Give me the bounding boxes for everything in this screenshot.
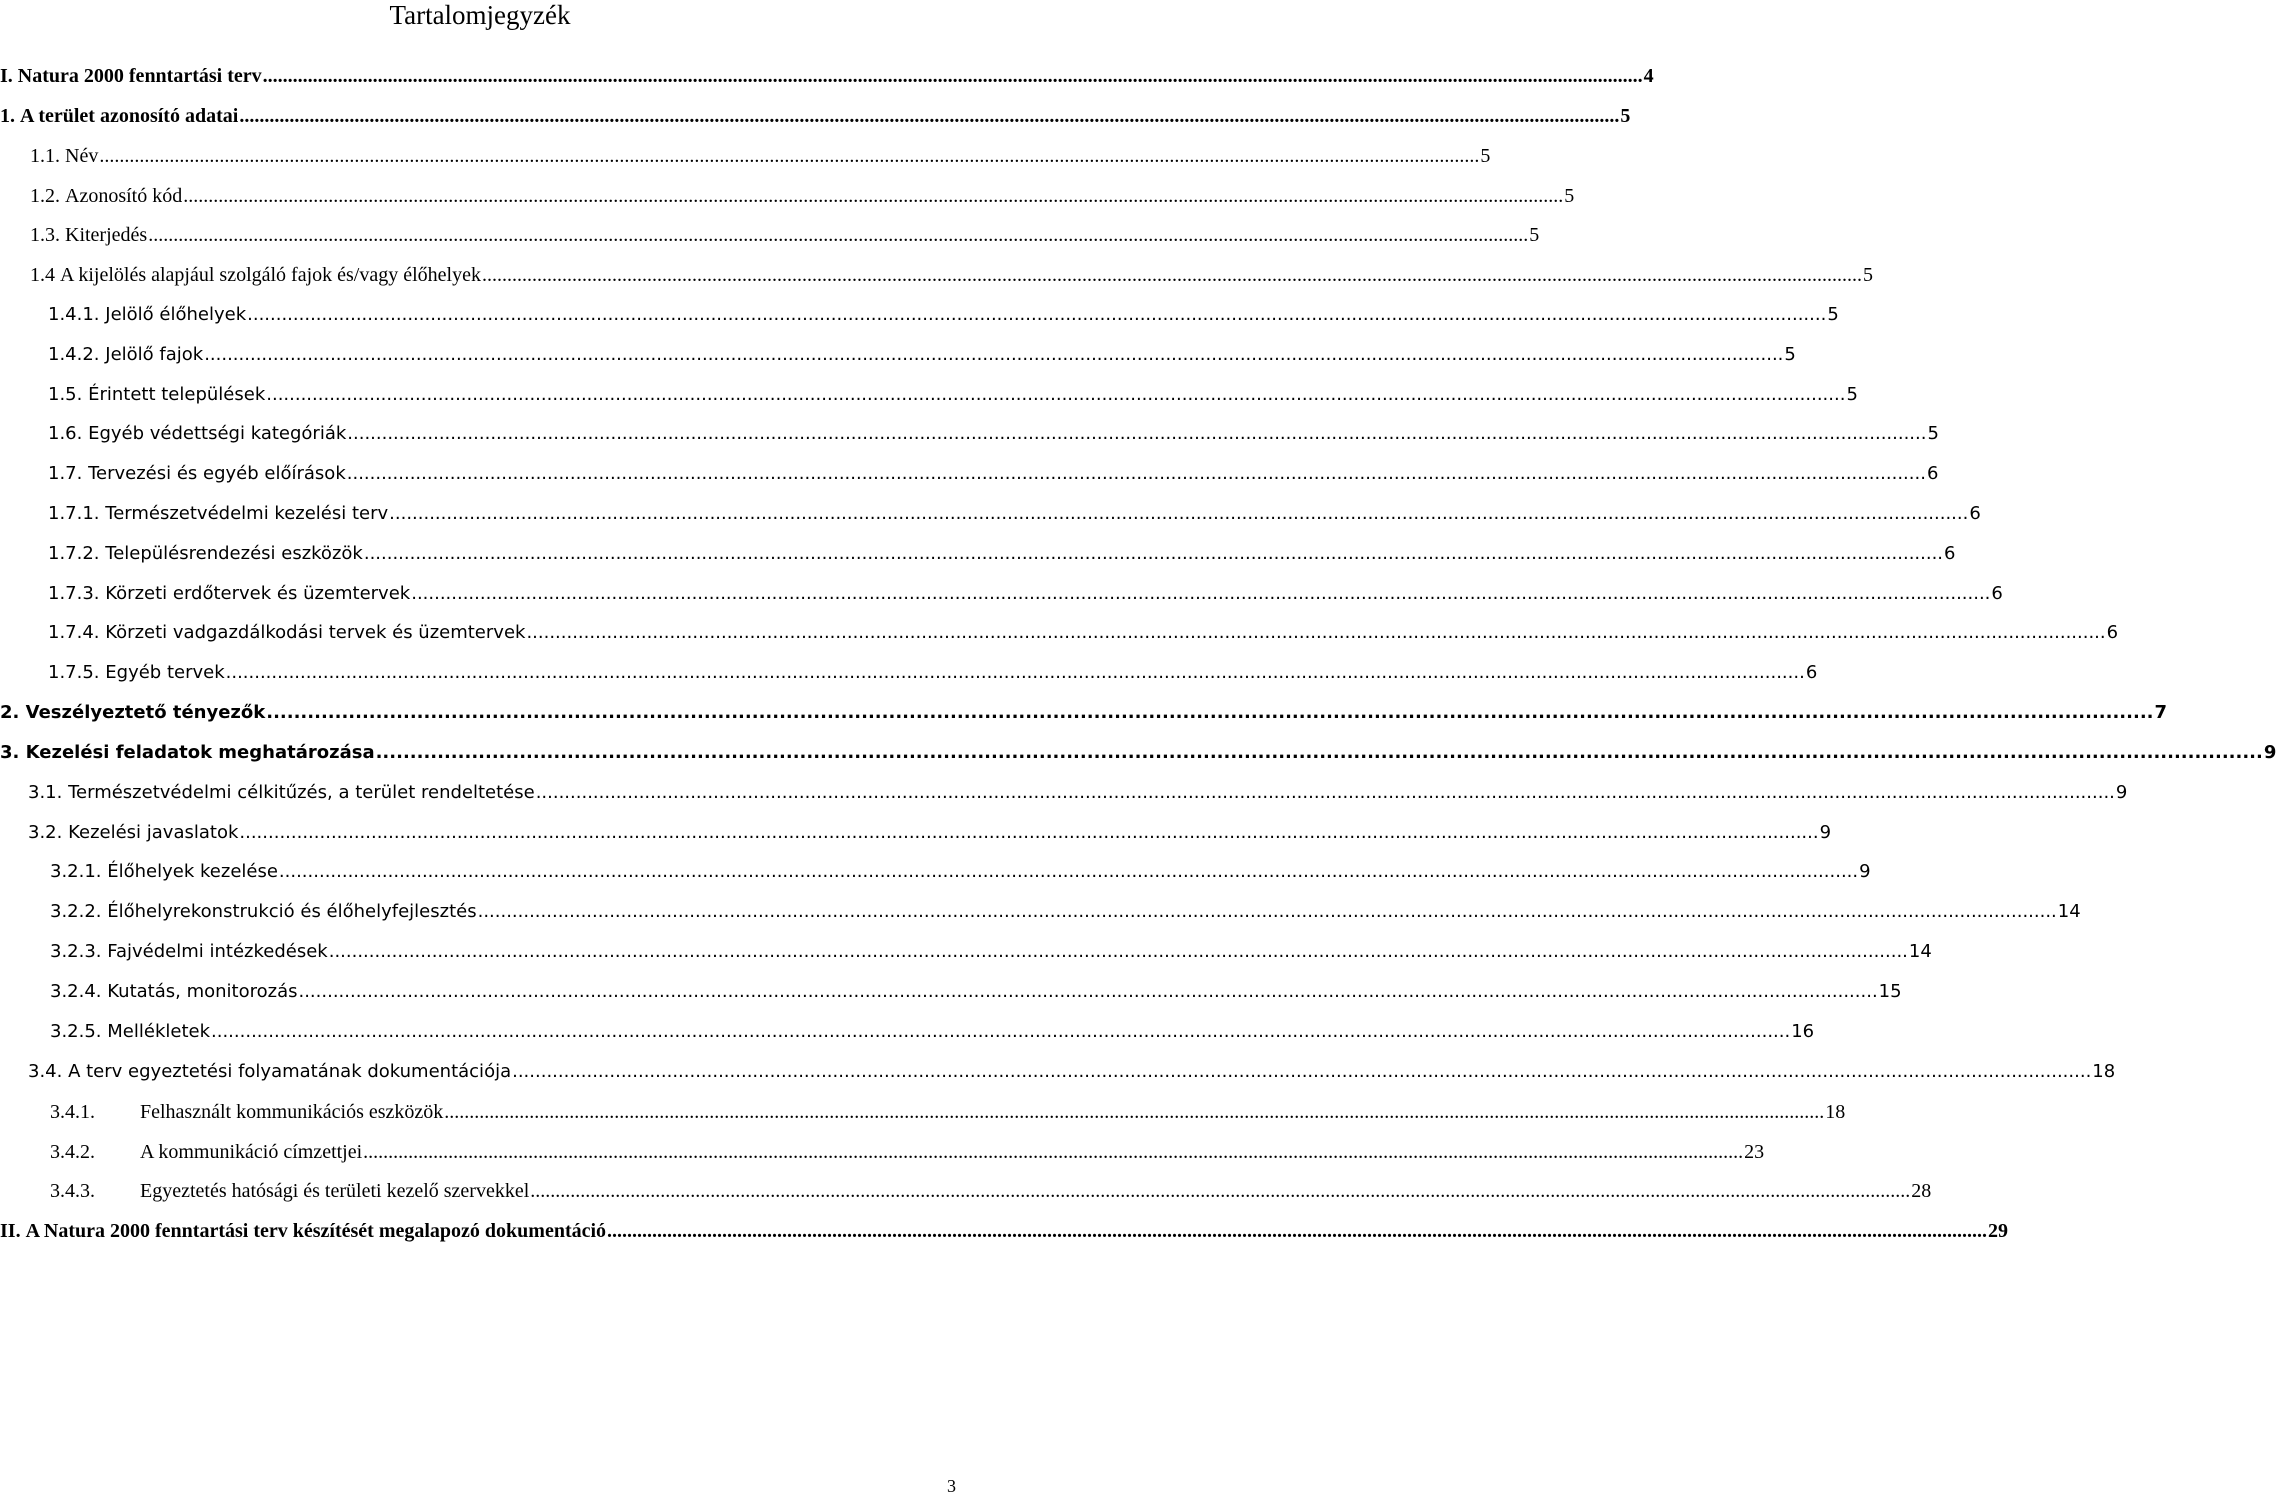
toc-entry-number: 1.: [0, 105, 15, 127]
toc-leader-dots: ....................................................................................................................................................................................................................................................................................: [482, 264, 1862, 286]
toc-entry[interactable]: [50, 977, 1902, 1007]
toc-entry-page: 5: [1927, 423, 1939, 444]
toc-entry-number: I.: [0, 65, 13, 87]
toc-leader-dots: ....................................................................................................................................................................................................................................................................................: [346, 463, 1926, 484]
toc-entry-number: 3.2.4.: [50, 981, 102, 1002]
toc-entry[interactable]: [48, 618, 2119, 648]
toc-entry-label: Tervezési és egyéb előírások: [88, 463, 346, 484]
toc-leader-dots: ....................................................................................................................................................................................................................................................................................: [526, 622, 2106, 643]
toc-leader-dots: ....................................................................................................................................................................................................................................................................................: [512, 1061, 2092, 1082]
toc-leader-dots: ....................................................................................................................................................................................................................................................................................: [328, 941, 1908, 962]
toc-entry-number: 3.4.1.: [50, 1101, 95, 1123]
toc-entry-number: 1.4.2.: [48, 344, 100, 365]
toc-entry-page: 18: [2092, 1061, 2116, 1082]
toc-leader-dots: ....................................................................................................................................................................................................................................................................................: [211, 1021, 1791, 1042]
toc-entry-label: A Natura 2000 fenntartási terv készítését megalapozó dokumentáció: [25, 1220, 607, 1242]
toc-entry[interactable]: [50, 1176, 1932, 1206]
toc-entry-number: 1.5.: [48, 384, 83, 405]
toc-leader-dots: ....................................................................................................................................................................................................................................................................................: [477, 901, 2057, 922]
toc-entry-label: Körzeti vadgazdálkodási tervek és üzemtervek: [105, 622, 526, 643]
toc-leader-dots: ....................................................................................................................................................................................................................................................................................: [266, 702, 2154, 723]
toc-entry[interactable]: [30, 141, 1491, 171]
toc-entry-page: 5: [1480, 145, 1491, 167]
toc-entry-number: 1.7.1.: [48, 503, 100, 524]
toc-entry-label: Településrendezési eszközök: [105, 543, 363, 564]
toc-entry-label: Mellékletek: [107, 1021, 211, 1042]
toc-entry-label: Veszélyeztető tényezők: [25, 702, 266, 723]
toc-leader-dots: ....................................................................................................................................................................................................................................................................................: [375, 742, 2263, 763]
toc-leader-dots: ....................................................................................................................................................................................................................................................................................: [278, 861, 1859, 882]
toc-entry-page: 9: [1819, 822, 1832, 843]
toc-entry-number: 1.7.3.: [48, 583, 100, 604]
toc-entry[interactable]: [28, 818, 1832, 848]
toc-entry-page: 23: [1744, 1141, 1765, 1163]
toc-entry-page: 14: [2057, 901, 2081, 922]
toc-entry[interactable]: [48, 300, 1839, 330]
toc-leader-dots: ....................................................................................................................................................................................................................................................................................: [607, 1220, 1988, 1242]
toc-leader-dots: ....................................................................................................................................................................................................................................................................................: [347, 423, 1927, 444]
page-title: Tartalomjegyzék: [389, 0, 571, 30]
toc-leader-dots: ....................................................................................................................................................................................................................................................................................: [247, 304, 1827, 325]
toc-entry-number: 3.: [0, 742, 20, 763]
toc-entry-number: 3.2.: [28, 822, 63, 843]
toc-entry-page: 6: [1991, 583, 2003, 604]
toc-entry-number: 1.7.4.: [48, 622, 100, 643]
toc-entry[interactable]: [48, 419, 1939, 449]
toc-entry[interactable]: [48, 499, 1981, 529]
toc-entry-label: Érintett települések: [88, 384, 266, 405]
toc-entry[interactable]: [50, 937, 1932, 967]
toc-entry-page: 14: [1908, 941, 1932, 962]
toc-entry[interactable]: [50, 857, 1871, 887]
toc-entry-page: 6: [1805, 662, 1818, 683]
toc-entry[interactable]: [48, 579, 2003, 609]
toc-entry-label: Természetvédelmi célkitűzés, a terület rendeltetése: [68, 782, 535, 803]
toc-leader-dots: ....................................................................................................................................................................................................................................................................................: [266, 384, 1846, 405]
toc-entry-page: 5: [1529, 224, 1540, 246]
toc-entry[interactable]: [0, 61, 1654, 91]
toc-entry-page: 5: [1863, 264, 1873, 286]
toc-entry-number: 1.6.: [48, 423, 83, 444]
toc-leader-dots: ....................................................................................................................................................................................................................................................................................: [148, 224, 1529, 246]
toc-entry[interactable]: [28, 1057, 2116, 1087]
toc-entry-page: 5: [1827, 304, 1839, 325]
toc-entry-label: Jelölő fajok: [105, 344, 204, 365]
toc-entry-page: 9: [2263, 742, 2276, 763]
toc-entry-number: 1.3.: [30, 224, 60, 246]
toc-entry-page: 6: [1926, 463, 1939, 484]
toc-entry-number: 3.2.3.: [50, 941, 102, 962]
toc-entry-label: Kezelési javaslatok: [68, 822, 239, 843]
toc-entry-number: 3.2.1.: [50, 861, 102, 882]
toc-entry-label: Egyéb tervek: [105, 662, 225, 683]
toc-entry-label: Egyéb védettségi kategóriák: [88, 423, 347, 444]
toc-entry[interactable]: [50, 1017, 1815, 1047]
toc-entry-label: Kezelési feladatok meghatározása: [25, 742, 375, 763]
toc-entry-label: A kommunikáció címzettjei: [140, 1141, 363, 1163]
toc-entry-label: Azonosító kód: [65, 185, 183, 207]
toc-entry-page: 16: [1791, 1021, 1815, 1042]
toc-leader-dots: ....................................................................................................................................................................................................................................................................................: [535, 782, 2115, 803]
toc-entry-page: 18: [1825, 1101, 1846, 1123]
toc-entry-label: Élőhelyrekonstrukció és élőhelyfejlesztés: [107, 901, 477, 922]
toc-leader-dots: ....................................................................................................................................................................................................................................................................................: [411, 583, 1991, 604]
toc-entry-page: 5: [1784, 344, 1796, 365]
toc-leader-dots: ....................................................................................................................................................................................................................................................................................: [239, 105, 1620, 127]
toc-entry[interactable]: [48, 340, 1796, 370]
toc-entry-label: Élőhelyek kezelése: [107, 861, 278, 882]
toc-leader-dots: ....................................................................................................................................................................................................................................................................................: [363, 1141, 1744, 1163]
toc-entry-number: 3.1.: [28, 782, 63, 803]
toc-entry[interactable]: [50, 897, 2081, 927]
toc-entry-number: 2.: [0, 702, 20, 723]
toc-leader-dots: ....................................................................................................................................................................................................................................................................................: [183, 185, 1564, 207]
toc-entry-page: 6: [1944, 543, 1956, 564]
toc-entry-page: 7: [2154, 702, 2168, 723]
toc-entry-number: 3.4.: [28, 1061, 63, 1082]
toc-entry-number: 3.4.2.: [50, 1141, 95, 1163]
toc-entry[interactable]: [48, 459, 1939, 489]
toc-leader-dots: ....................................................................................................................................................................................................................................................................................: [444, 1101, 1825, 1123]
toc-entry[interactable]: [28, 778, 2128, 808]
toc-entry[interactable]: [0, 101, 1631, 131]
toc-entry-label: Kutatás, monitorozás: [107, 981, 298, 1002]
toc-leader-dots: ....................................................................................................................................................................................................................................................................................: [530, 1180, 1911, 1202]
toc-entry-label: A terv egyeztetési folyamatának dokumentációja: [68, 1061, 512, 1082]
toc-entry[interactable]: [30, 220, 1540, 250]
toc-entry-label: A terület azonosító adatai: [20, 105, 239, 127]
toc-entry-page: 9: [1859, 861, 1871, 882]
toc-entry[interactable]: [0, 698, 2168, 728]
toc-entry-page: 5: [1846, 384, 1858, 405]
toc-entry-number: 1.4: [30, 264, 55, 286]
toc-entry-label: Natura 2000 fenntartási terv: [17, 65, 262, 87]
toc-entry-label: Természetvédelmi kezelési terv: [105, 503, 389, 524]
toc-leader-dots: ....................................................................................................................................................................................................................................................................................: [389, 503, 1969, 524]
toc-entry-page: 9: [2115, 782, 2128, 803]
toc-leader-dots: ....................................................................................................................................................................................................................................................................................: [239, 822, 1819, 843]
toc-entry-label: A kijelölés alapjául szolgáló fajok és/vagy élőhelyek: [60, 264, 481, 286]
toc-entry-page: 6: [1969, 503, 1981, 524]
toc-entry-number: 3.4.3.: [50, 1180, 95, 1202]
toc-entry-number: 1.2.: [30, 185, 60, 207]
toc-entry-page: 28: [1911, 1180, 1932, 1202]
toc-entry-page: 15: [1878, 981, 1902, 1002]
toc-entry-page: 5: [1564, 185, 1575, 207]
toc-entry-number: 1.4.1.: [48, 304, 100, 325]
toc-leader-dots: ....................................................................................................................................................................................................................................................................................: [225, 662, 1805, 683]
toc-entry-page: 29: [1988, 1220, 2009, 1242]
toc-leader-dots: ....................................................................................................................................................................................................................................................................................: [363, 543, 1944, 564]
toc-entry-label: Fajvédelmi intézkedések: [107, 941, 328, 962]
toc-entry-number: II.: [0, 1220, 21, 1242]
toc-entry-page: 4: [1643, 65, 1654, 87]
toc-entry-page: 5: [1620, 105, 1631, 127]
toc-entry[interactable]: [48, 658, 1818, 688]
toc-entry-label: Kiterjedés: [65, 224, 148, 246]
toc-entry[interactable]: [30, 181, 1575, 211]
toc-entry-number: 3.2.5.: [50, 1021, 102, 1042]
toc-entry-number: 1.1.: [30, 145, 60, 167]
toc-entry-label: Jelölő élőhelyek: [105, 304, 247, 325]
toc-entry[interactable]: [48, 380, 1858, 410]
toc-entry-page: 6: [2106, 622, 2119, 643]
toc-leader-dots: ....................................................................................................................................................................................................................................................................................: [298, 981, 1878, 1002]
toc-entry-label: Körzeti erdőtervek és üzemtervek: [105, 583, 411, 604]
toc-entry-label: Egyeztetés hatósági és területi kezelő szervekkel: [140, 1180, 530, 1202]
toc-entry-label: Név: [65, 145, 99, 167]
toc-entry[interactable]: [30, 260, 1873, 290]
toc-entry[interactable]: [0, 738, 2276, 768]
page-number: 3: [947, 1476, 956, 1496]
toc-entry-label: Felhasznált kommunikációs eszközök: [140, 1101, 444, 1123]
toc-leader-dots: ....................................................................................................................................................................................................................................................................................: [99, 145, 1480, 167]
toc-entry[interactable]: [48, 539, 1956, 569]
toc-entry[interactable]: [50, 1097, 1846, 1127]
toc-leader-dots: ....................................................................................................................................................................................................................................................................................: [204, 344, 1784, 365]
toc-leader-dots: ....................................................................................................................................................................................................................................................................................: [262, 65, 1643, 87]
toc-entry-number: 1.7.2.: [48, 543, 100, 564]
toc-entry[interactable]: [0, 1216, 2009, 1246]
toc-entry-number: 1.7.5.: [48, 662, 100, 683]
toc-entry-number: 1.7.: [48, 463, 83, 484]
toc-entry-number: 3.2.2.: [50, 901, 102, 922]
toc-entry[interactable]: [50, 1137, 1765, 1167]
